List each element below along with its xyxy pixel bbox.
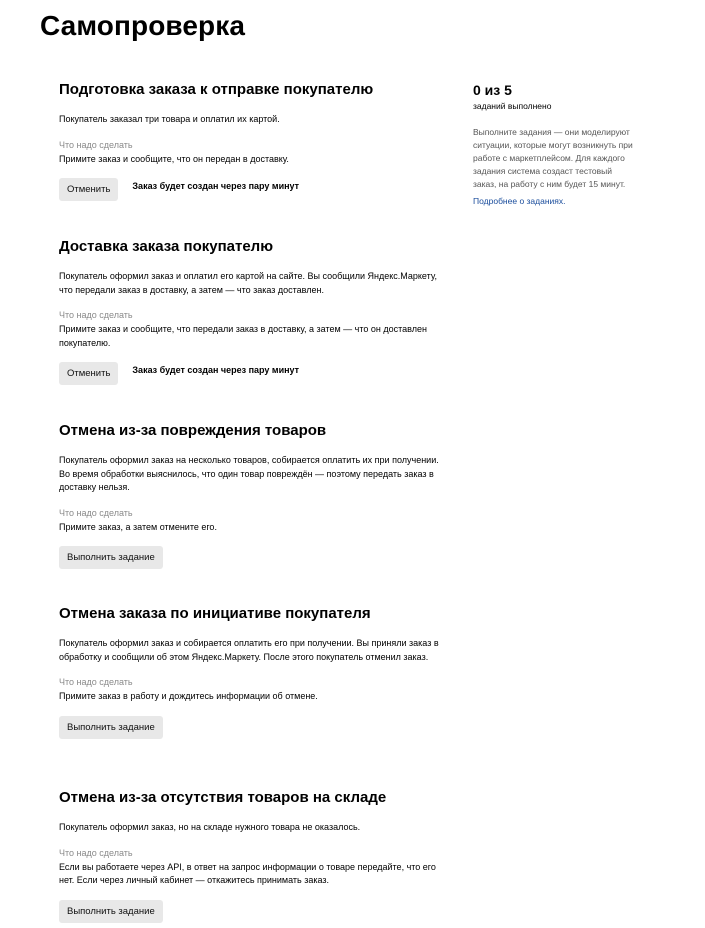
todo-label: Что надо сделать	[59, 677, 133, 687]
progress-caption: заданий выполнено	[473, 101, 552, 111]
complete-task-button[interactable]: Выполнить задание	[59, 546, 163, 569]
cancel-button[interactable]: Отменить	[59, 178, 118, 201]
learn-more-link[interactable]: Подробнее о заданиях.	[473, 196, 566, 206]
task-actions	[59, 178, 439, 201]
task-card-out-of-stock-cancel	[59, 788, 439, 923]
todo-label: Что надо сделать	[59, 139, 133, 150]
task-card-order-delivery	[59, 237, 439, 385]
task-actions	[59, 362, 439, 385]
task-card-damaged-goods-cancel	[59, 421, 439, 569]
task-title: Отмена из-за отсутствия товаров на складе	[59, 789, 387, 806]
task-title: Отмена из-за повреждения товаров	[59, 422, 327, 439]
order-pending-note: Заказ будет создан через пару минут	[132, 365, 300, 375]
todo-text: Примите заказ и сообщите, что он передан в доставку.	[59, 153, 289, 164]
task-card-buyer-cancel	[59, 604, 439, 739]
page-title: Самопроверка	[40, 10, 246, 41]
sidebar-description: Выполните задания — они моделируют ситуации, которые могут возникнуть при работе с маркетплейсом. Для каждого задания система создаст тестовый заказ, на работу с ним будет 15 минут.	[473, 127, 633, 189]
task-description: Покупатель заказал три товара и оплатил их картой.	[59, 114, 280, 124]
progress-count: 0 из 5	[473, 82, 512, 98]
progress-sidebar	[473, 82, 633, 209]
todo-label: Что надо сделать	[59, 847, 133, 858]
task-description: Покупатель оформил заказ на несколько товаров, собирается оплатить их при получении. Во время обработки выяснилось, что один товар повреждён — поэтому передать заказ в доставку нельзя.	[59, 455, 439, 492]
todo-text: Примите заказ и сообщите, что передали заказ в доставку, а затем — что он доставлен покупателю.	[59, 324, 427, 348]
order-pending-note: Заказ будет создан через пару минут	[132, 181, 300, 191]
task-card-order-preparation	[59, 80, 439, 201]
cancel-button[interactable]: Отменить	[59, 362, 118, 385]
task-actions	[59, 716, 439, 739]
task-actions	[59, 900, 439, 923]
task-title: Доставка заказа покупателю	[59, 238, 274, 255]
task-description: Покупатель оформил заказ, но на складе нужного товара не оказалось.	[59, 822, 361, 832]
todo-label: Что надо сделать	[59, 507, 133, 518]
todo-label: Что надо сделать	[59, 310, 133, 320]
complete-task-button[interactable]: Выполнить задание	[59, 716, 163, 739]
task-title: Отмена заказа по инициативе покупателя	[59, 605, 371, 622]
task-description: Покупатель оформил заказ и собирается оплатить его при получении. Вы приняли заказ в обработку и сообщили об этом Яндекс.Маркету. После этого покупатель отменил заказ.	[59, 638, 439, 662]
task-title: Подготовка заказа к отправке покупателю	[59, 81, 374, 98]
todo-text: Примите заказ, а затем отмените его.	[59, 521, 217, 532]
todo-text: Если вы работаете через API, в ответ на запрос информации о товаре передайте, что его нет. Если через личный кабинет — откажитесь принимать заказ.	[59, 861, 436, 885]
task-actions	[59, 546, 439, 569]
complete-task-button[interactable]: Выполнить задание	[59, 900, 163, 923]
task-description: Покупатель оформил заказ и оплатил его картой на сайте. Вы сообщили Яндекс.Маркету, что передали заказ в доставку, а затем — что заказ доставлен.	[59, 271, 437, 295]
todo-text: Примите заказ в работу и дождитесь информации об отмене.	[59, 691, 318, 701]
